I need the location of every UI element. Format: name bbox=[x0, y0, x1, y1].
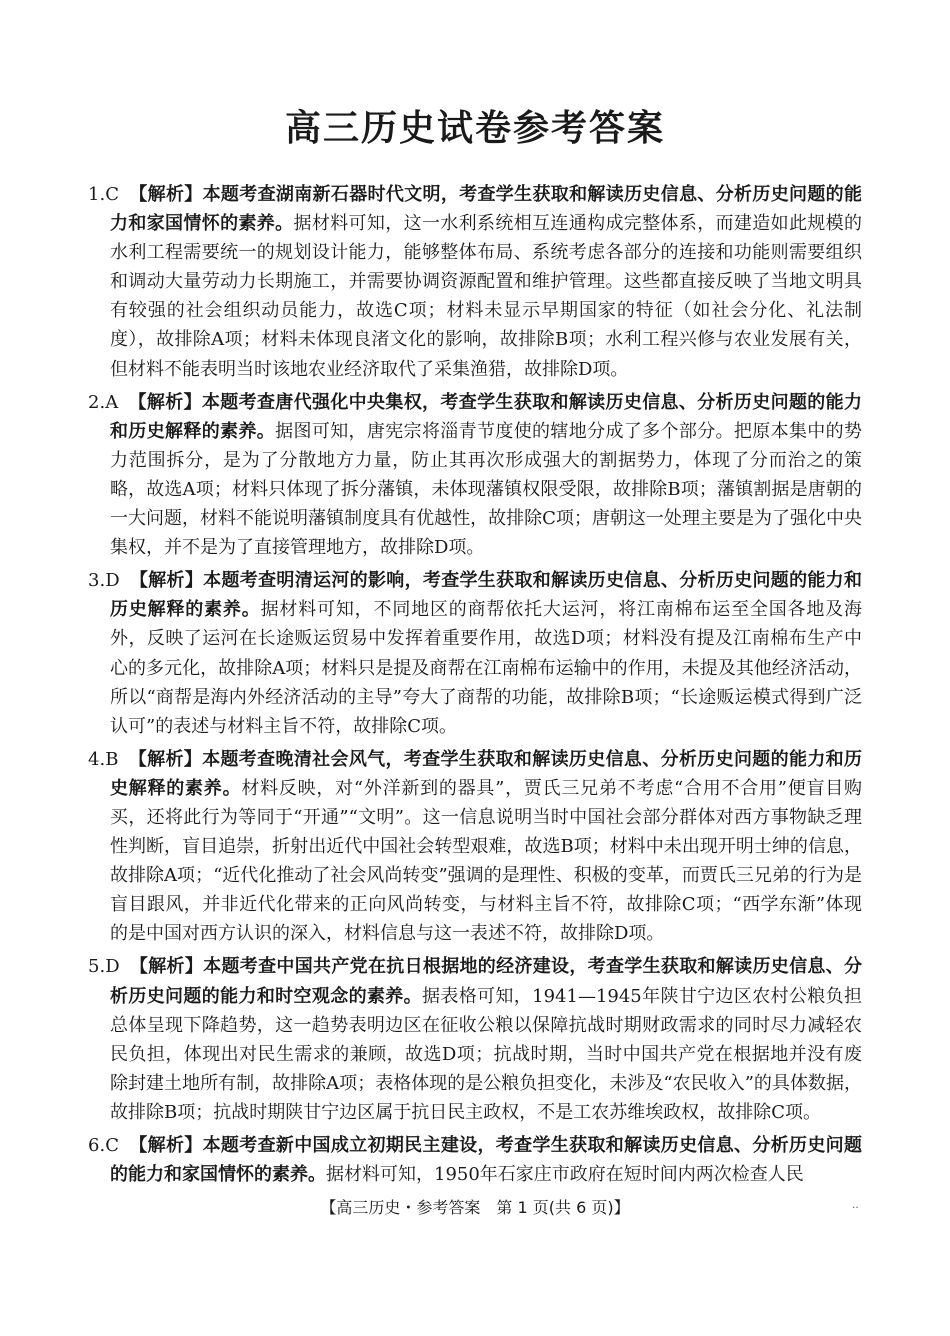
answer-choice: D bbox=[105, 570, 120, 592]
analysis-text: 材料反映，对“外洋新到的器具”，贾氏三兄弟不考虑“合用不合用”便盲目购买，还将此行为等同于“开通”“文明”。这一信息说明当时中国社会部分群体对西方事物缺乏理性判断，盲目追崇，折射出近代中国社会转型艰难，故选B项；材料中未出现开明士绅的信息，故排除A项；“近代化推动了社会风尚转变”强调的是理性、积极的变革，而贾氏三兄弟的行为是盲目跟风，并非近代化带来的正向风尚转变，与材料主旨不符，故排除C项；“西学东渐”体现的是中国对西方认识的深入，材料信息与这一表述不符，故排除D项。 bbox=[110, 777, 862, 945]
analysis-text: 据图可知，唐宪宗将淄青节度使的辖地分成了多个部分。把原本集中的势力范围拆分，是为了分散地方力量，防止其再次形成强大的割据势力，体现了分而治之的策略，故选A项；材料只体现了拆分藩镇，未体现藩镇权限受限，故排除B项；藩镇割据是唐朝的一大问题，材料不能说明藩镇制度具有优越性，故排除C项；唐朝这一处理主要是为了强化中央集权，并不是为了直接管理地方，故排除D项。 bbox=[110, 420, 863, 559]
answer-item bbox=[88, 952, 862, 1127]
answer-item bbox=[88, 566, 862, 741]
answer-number: 6. bbox=[88, 1135, 106, 1156]
answer-item bbox=[88, 745, 862, 949]
answer-number: 4. bbox=[88, 748, 106, 770]
answer-list bbox=[88, 180, 862, 1193]
analysis-heading: 【解析】本题考查新中国成立初期民主建设，考查学生获取和解读历史信息、分析历史问题的能力和家国情怀的素养。 bbox=[110, 1135, 862, 1186]
analysis-text: 据表格可知，1941—1945年陕甘宁边区农村公粮负担总体呈现下降趋势，这一趋势表明边区在征收公粮以保障抗战时期财政需求的同时尽力减轻农民负担，体现出对民生需求的兼顾，故选D项；抗战时期，当时中国共产党在根据地并没有废除封建土地所有制，故排除A项；表格体现的是公粮负担变化，未涉及“农民收入”的具体数据，故排除B项；抗战时期陕甘宁边区属于抗日民主政权，不是工农苏维埃政权，故排除C项。 bbox=[110, 985, 862, 1123]
answer-item bbox=[88, 180, 862, 384]
answer-choice: C bbox=[105, 184, 119, 205]
answer-number: 3. bbox=[88, 570, 106, 592]
answer-item bbox=[88, 1131, 862, 1189]
answer-number: 2. bbox=[88, 391, 106, 413]
page-footer: 【高三历史・参考答案 第 1 页(共 6 页)】 bbox=[320, 1198, 630, 1217]
answer-choice: B bbox=[105, 748, 119, 770]
answer-choice: D bbox=[105, 956, 120, 978]
answer-choice: A bbox=[105, 391, 119, 413]
page-title: 高三历史试卷参考答案 bbox=[284, 108, 665, 149]
analysis-text: 据材料可知，不同地区的商帮依托大运河，将江南棉布运至全国各地及海外，反映了运河在长途贩运贸易中发挥着重要作用，故选D项；材料没有提及江南棉布生产中心的多元化，故排除A项；材料只是提及商帮在江南棉布运输中的作用，未提及其他经济活动，所以“商帮是海内外经济活动的主导”夸大了商帮的功能，故排除B项；“长途贩运模式得到广泛认可”的表述与材料主旨不符，故排除C项。 bbox=[110, 599, 863, 737]
analysis-text: 据材料可知，这一水利系统相互连通构成完整体系，而建造如此规模的水利工程需要统一的规划设计能力，能够整体布局、系统考虑各部分的连接和功能则需要组织和调动大量劳动力长期施工，并需要协调资源配置和维护管理。这些都直接反映了当地文明具有较强的社会组织动员能力，故选C项；材料未显示早期国家的特征（如社会分化、礼法制度），故排除A项；材料未体现良渚文化的影响，故排除B项；水利工程兴修与农业发展有关，但材料不能表明当时该地农业经济取代了采集渔猎，故排除D项。 bbox=[110, 213, 862, 380]
analysis-text: 据材料可知，1950年石家庄市政府在短时间内两次检查人民 bbox=[326, 1164, 804, 1186]
answer-choice: C bbox=[105, 1135, 119, 1156]
answer-number: 1. bbox=[88, 184, 106, 205]
analysis-heading: 【解析】本题考查唐代强化中央集权，考查学生获取和解读历史信息、分析历史问题的能力和历史解释的素养。 bbox=[110, 391, 862, 442]
analysis-heading: 【解析】本题考查晚清社会风气，考查学生获取和解读历史信息、分析历史问题的能力和历史解释的素养。 bbox=[110, 748, 862, 799]
analysis-heading: 【解析】本题考查明清运河的影响，考查学生获取和解读历史信息、分析历史问题的能力和历史解释的素养。 bbox=[110, 570, 862, 621]
answer-item bbox=[88, 388, 862, 563]
footer-mark: ‥ bbox=[852, 1200, 859, 1211]
analysis-heading: 【解析】本题考查湖南新石器时代文明，考查学生获取和解读历史信息、分析历史问题的能力和家国情怀的素养。 bbox=[110, 184, 862, 235]
analysis-heading: 【解析】本题考查中国共产党在抗日根据地的经济建设，考查学生获取和解读历史信息、分析历史问题的能力和时空观念的素养。 bbox=[110, 956, 862, 1007]
answer-number: 5. bbox=[88, 956, 106, 978]
